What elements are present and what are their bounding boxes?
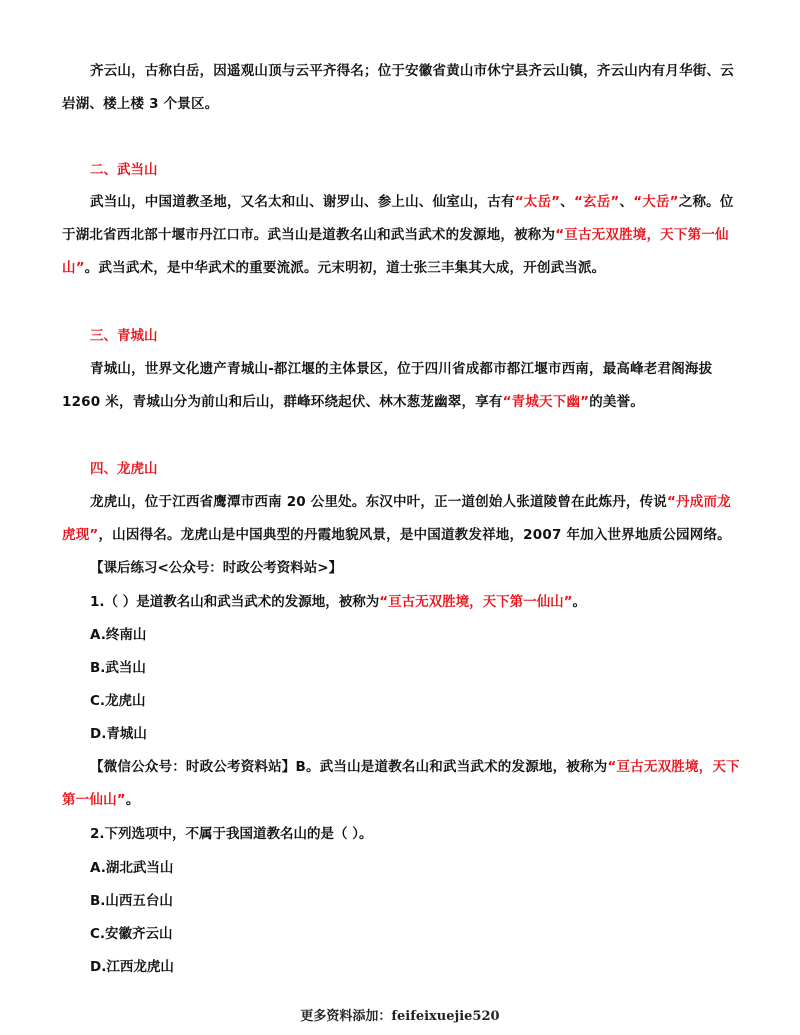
wudang-separator-2: 、	[619, 194, 634, 210]
wudang-highlight-dayue: “大岳”	[633, 194, 679, 210]
longhu-text-a: 龙虎山，位于江西省鹰潭市西南 20 公里处。东汉中叶，正一道创始人张道陵曾在此炼丹，传说	[90, 494, 667, 510]
question-1-option-a: A.终南山	[90, 627, 147, 643]
longhu-paragraph	[62, 486, 742, 552]
question-1-highlight: “亘古无双胜境，天下第一仙山”	[379, 594, 573, 610]
wudang-highlight-taiyue: “太岳”	[514, 194, 561, 210]
question-1-option-d: D.青城山	[90, 726, 147, 742]
question-1-option-c: C.龙虎山	[90, 693, 146, 709]
question-1-answer-end: 。	[125, 792, 140, 808]
page-footer: 更多资料添加：feifeixuejie520	[300, 1009, 500, 1024]
wudang-separator-1: 、	[560, 194, 574, 210]
question-2-option-d: D.江西龙虎山	[90, 959, 174, 975]
wudang-text-c: 。武当武术，是中华武术的重要流派。元末明初，道士张三丰集其大成，开创武当派。	[84, 260, 606, 276]
question-1-answer-highlight: “亘古无双胜境，天下第一仙山”	[62, 759, 740, 808]
question-2-option-b: B.山西五台山	[90, 893, 173, 909]
wudang-text-b: 之称。位于湖北省西北部十堰市丹江口市。武当山是道教名山和武当武术的发源地，被称为	[62, 194, 734, 243]
longhu-highlight: “丹成而龙虎现”	[62, 494, 731, 543]
question-1-stem	[90, 592, 586, 612]
question-2-option-c: C.安徽齐云山	[90, 926, 173, 942]
section-heading-wudang: 二、武当山	[90, 162, 158, 178]
qingcheng-highlight: “青城天下幽”	[502, 394, 590, 410]
section-heading-qingcheng: 三、青城山	[90, 328, 158, 344]
wudang-text-a: 武当山，中国道教圣地，又名太和山、谢罗山、参上山、仙室山，古有	[90, 194, 515, 210]
question-2-stem: 2.下列选项中，不属于我国道教名山的是（ ）。	[90, 826, 373, 842]
wudang-paragraph	[62, 186, 742, 285]
question-1-end: 。	[572, 594, 586, 610]
qingcheng-text-a: 青城山，世界文化遗产青城山-都江堰的主体景区，位于四川省成都市都江堰市西南，最高峰老君阁海拔 1260 米，青城山分为前山和后山，群峰环绕起伏、林木葱茏幽翠，享有	[62, 361, 713, 410]
wudang-highlight-xuanyue: “玄岳”	[573, 194, 620, 210]
qiyun-paragraph	[62, 55, 742, 121]
question-1-option-b: B.武当山	[90, 660, 146, 676]
qingcheng-text-b: 的美誉。	[589, 394, 645, 410]
exercise-header: 【课后练习<公众号：时政公考资料站>】	[90, 560, 343, 576]
longhu-text-b: ，山因得名。龙虎山是中国典型的丹霞地貌风景，是中国道教发祥地，2007 年加入世界地质公园网络。	[98, 527, 731, 543]
question-1-answer	[62, 751, 742, 817]
qingcheng-paragraph	[62, 353, 742, 419]
question-2-option-a: A.湖北武当山	[90, 860, 174, 876]
question-1-text: 1.（ ）是道教名山和武当武术的发源地，被称为	[90, 594, 380, 610]
question-1-answer-text: 【微信公众号：时政公考资料站】B。武当山是道教名山和武当武术的发源地，被称为	[90, 759, 608, 775]
wudang-highlight-title: “亘古无双胜境，天下第一仙山”	[62, 227, 729, 276]
section-heading-longhu: 四、龙虎山	[90, 461, 158, 477]
qiyun-text: 齐云山，古称白岳，因遥观山顶与云平齐得名；位于安徽省黄山市休宁县齐云山镇，齐云山内有月华街、云岩湖、楼上楼 3 个景区。	[62, 63, 734, 112]
